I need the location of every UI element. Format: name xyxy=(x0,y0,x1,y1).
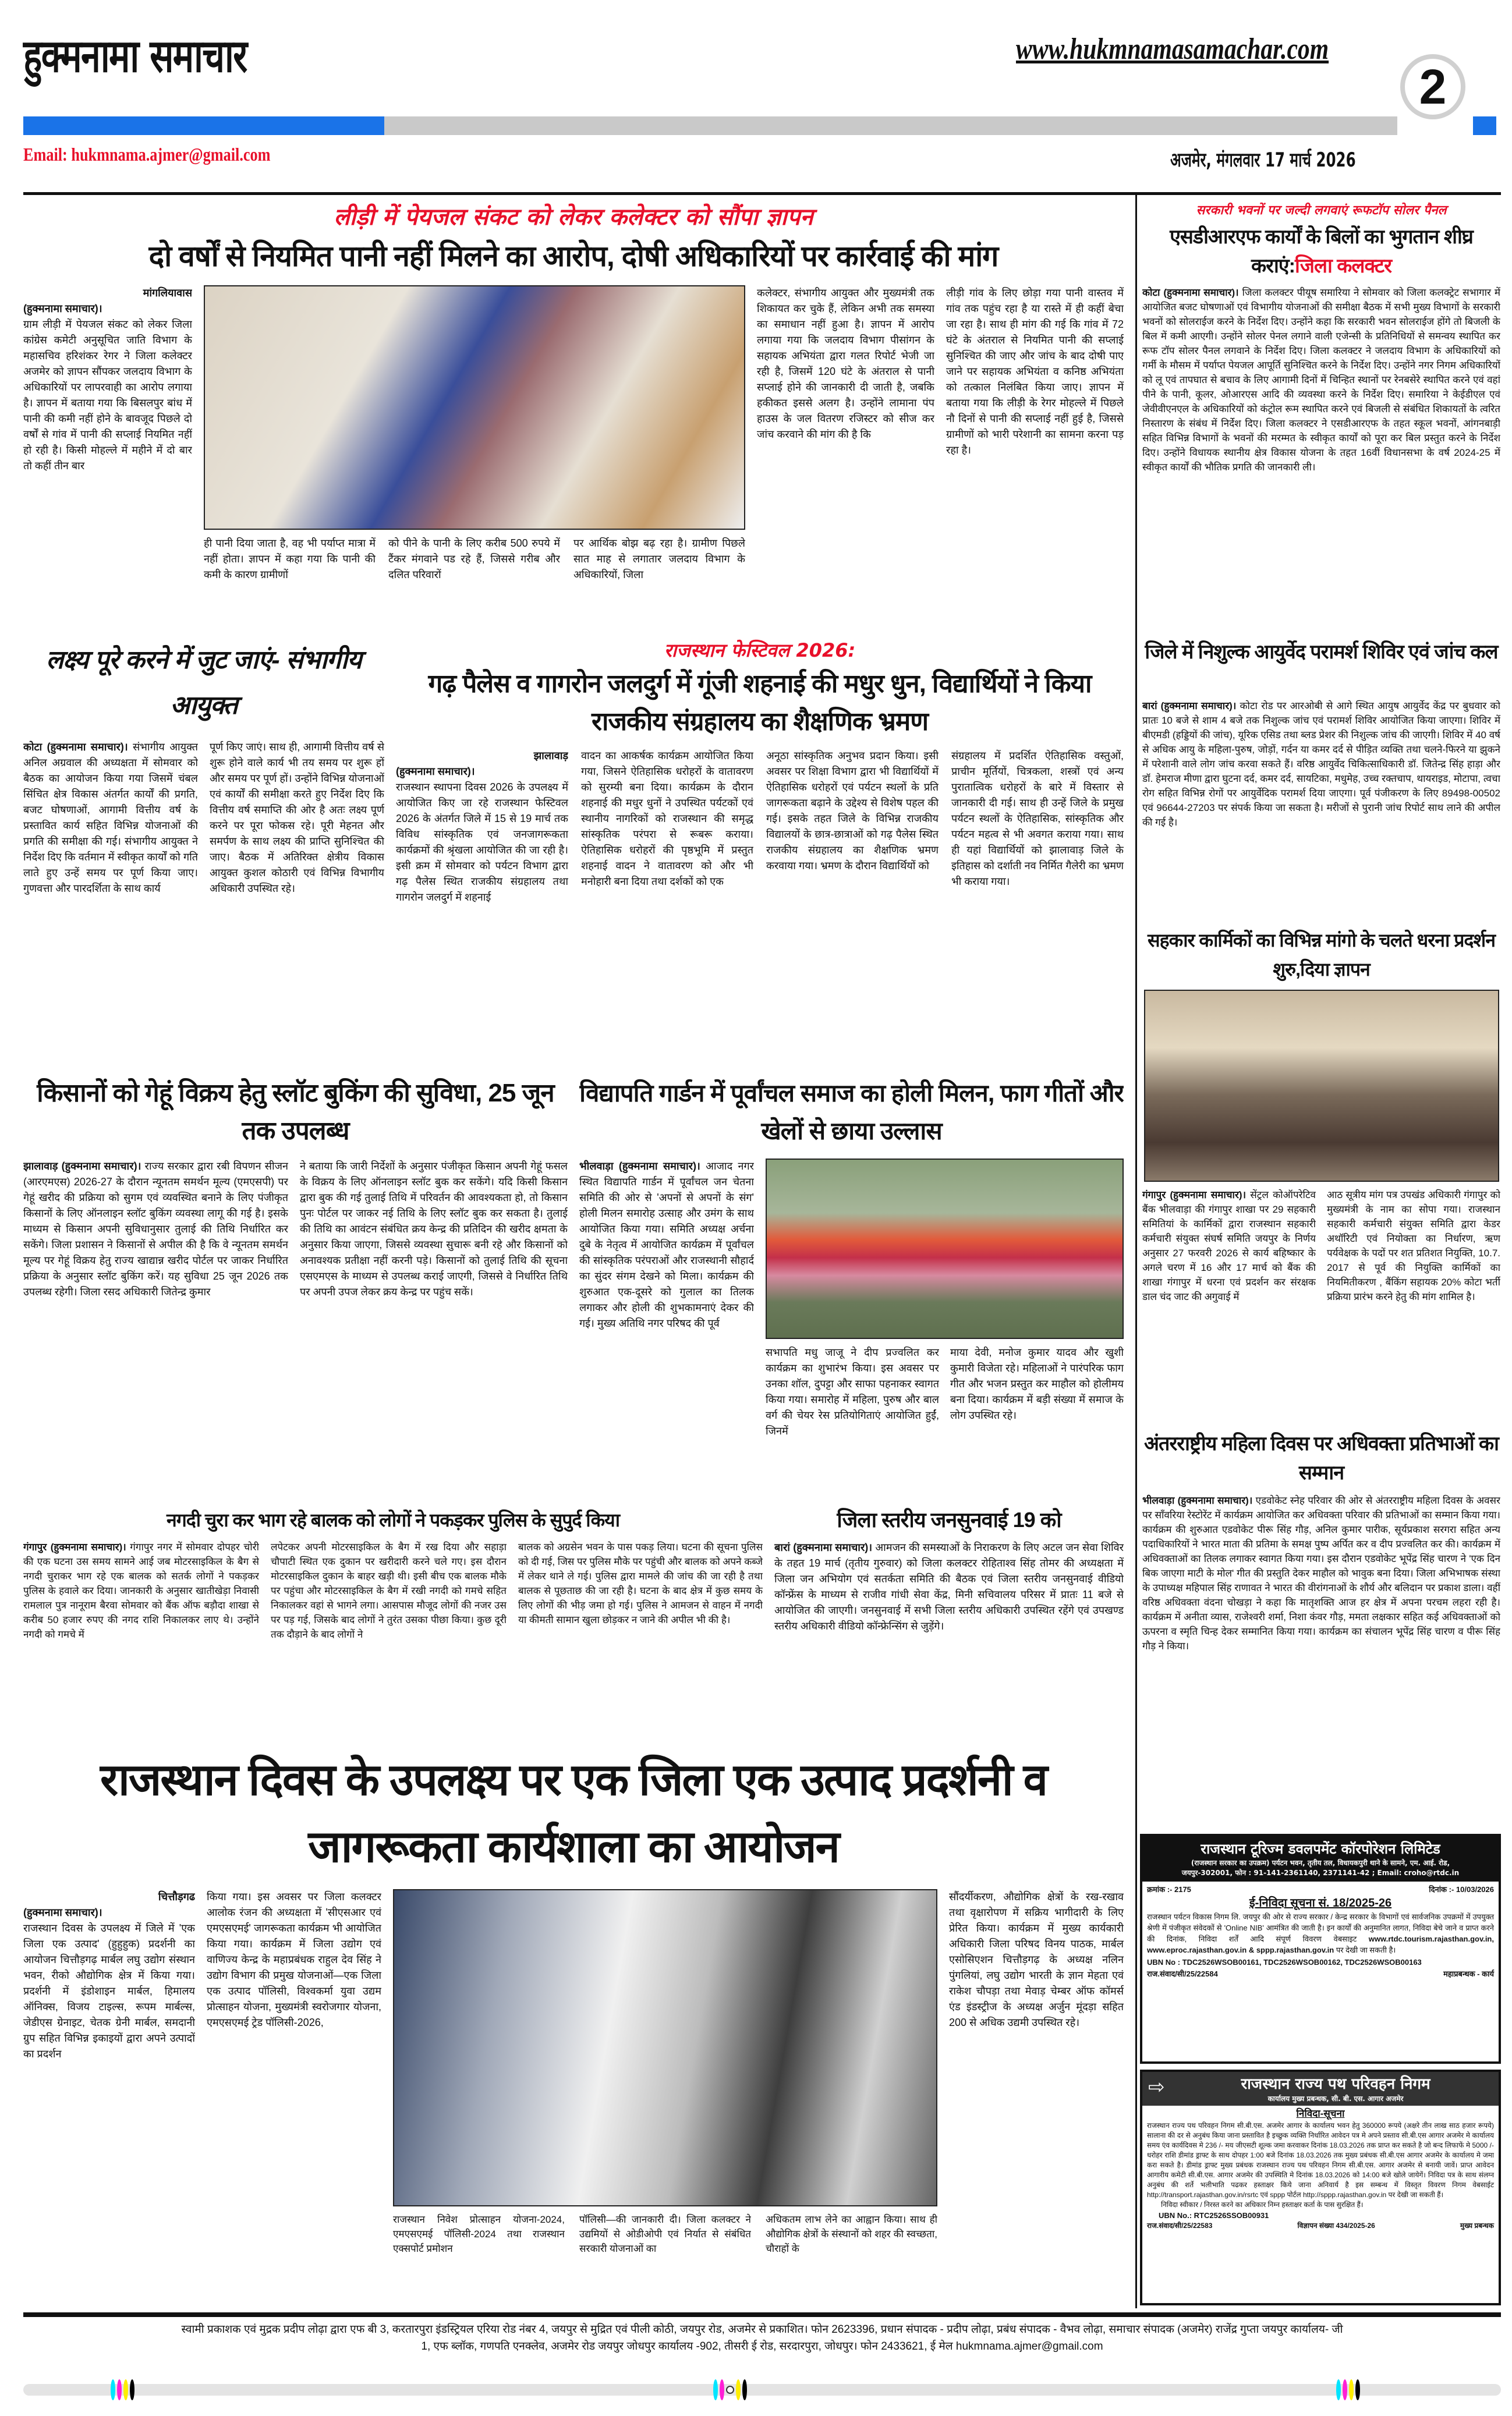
rsrtc-tender-ad xyxy=(1140,2070,1501,2305)
solar-headline-main: एसडीआरएफ कार्यों के बिलों का भुगतान शीघ्र कराएं: xyxy=(1170,226,1473,277)
registration-bar xyxy=(23,2384,1501,2396)
womens-day-story-body xyxy=(1142,1493,1500,1828)
rsrtc-ad-header xyxy=(1142,2072,1499,2106)
theft-story-place: गंगापुर (हुक्मनामा समाचार)। xyxy=(23,1542,126,1553)
sahkar-story-text-1: सेंट्रल कोऑपरेटिव बैंक भीलवाड़ा की गंगापुर शाखा पर 29 सहकारी समितियां के कार्मिकों द्वारा राजस्थान सहकारी कर्मचारी संयुक्त संघर्ष समिति जयपुर के निर्णय अनुसार 27 फरवरी 2026 से कार्य बहिष्कार के अगले चरण में 16 और 17 मार्च को बैंक की शाखा गंगापुर में धरना एवं प्रदर्शन कर संरक्षक डाल चंद जाट की अगुवाई में xyxy=(1142,1189,1316,1302)
rsrtc-ad-notice-title: निविदा-सूचना xyxy=(1296,2108,1345,2119)
cmyk-registration-mark-right xyxy=(1336,2379,1360,2400)
jansunwai-story-place: बारां (हुक्मनामा समाचार)। xyxy=(774,1542,873,1553)
water-story-place: मांगलियावास xyxy=(143,287,192,299)
odop-story-col5: अधिकतम लाभ लेने का आह्वान किया। साथ ही औद्योगिक क्षेत्रों के संस्थानों को शहर की स्वच्छता, चौराहों के xyxy=(766,2214,937,2254)
festival-story-headline: गढ़ पैलेस व गागरोन जलदुर्ग में गूंजी शहनाई की मधुर धुन, विद्यार्थियों ने किया राजकीय संग्रहालय का शैक्षणिक भ्रमण xyxy=(428,669,1092,736)
solar-story-headline xyxy=(1142,222,1500,281)
water-story-col5: कलेक्टर, संभागीय आयुक्त और मुख्यमंत्री तक शिकायत कर चुके हैं, लेकिन अभी तक समस्या का समाधान नहीं हुआ है। ज्ञापन में आरोप लगाया गया कि जलदाय विभाग पीसांगन के सहायक अभियंता द्वारा गलत रिपोर्ट भेजी जा रही है, जिसमें 120 घंटे के अंतराल से पानी सप्लाई होने की जानकारी दी जाती है, जबकि हकीकत इससे अलग है। उन्होंने लामाना पंप हाउस के जल वितरण रजिस्टर को सीज कर जांच करवाने की मांग की है कि xyxy=(757,287,934,440)
festival-story-col2: वादन का आकर्षक कार्यक्रम आयोजित किया गया, जिसने ऐतिहासिक धरोहरों के वातावरण को सुरम्यी बना दिया। कार्यक्रम के दौरान शहनाई की मधुर धुनों ने उपस्थित पर्यटकों एवं स्थानीय नागरिकों को राजस्थान की समृद्ध सांस्कृतिक परंपरा से रूबरू कराया। ऐतिहासिक धरोहरों की पृष्ठभूमि में प्रस्तुत शहनाई वादन ने वातावरण को और भी मनोहारी बना दिया तथा दर्शकों को एक xyxy=(581,750,753,887)
water-story-col1 xyxy=(23,285,192,629)
cmyk-registration-mark-left xyxy=(111,2379,134,2400)
rtdc-ad-kramank: क्रमांक :- 2175 xyxy=(1147,1885,1191,1894)
holi-story-place: भीलवाड़ा (हुक्मनामा समाचार)। xyxy=(579,1160,700,1172)
womens-day-story-text: एडवोकेट स्नेह परिवार की ओर से अंतरराष्ट्रीय महिला दिवस के अवसर पर साँवरिया रेस्टोरेंट में कार्यक्रम आयोजित कर अधिवक्ता परिवार की प्रतिभाओं का सम्मान किया गया। कार्यक्रम की शुरुआत एडवोकेट पीरू सिंह गौड़, अनिल कुमार पारीक, सूर्यप्रकाश सरगरा सहित अन्य पदाधिकारियों ने भारत माता की प्रतिमा के समक्ष पुष्प अर्पित कर व दीप प्रज्वलित कर की। कार्यक्रम में अधिवक्ताओं का तिलक लगाकर स्वागत किया गया। इस दौरान एडवोकेट भूपेंद्र सिंह चारण ने 'एक दिन बिक जाएगा माटी के मोल' गीत की प्रस्तुति देकर माहौल को भावुक बना दिया। जिला अभिभाषक संस्था के उपाध्यक्ष महिपाल सिंह राणावत ने भारत की वीरांगनाओं के शौर्य और बलिदान पर प्रकाश डाला। वहीं वरिष्ठ अधिवक्ता वंदना चोखड़ा ने कहा कि मातृशक्ति आज हर क्षेत्र में अपना परचम लहरा रही है। कार्यक्रम में अनीता व्यास, राजेश्वरी शर्मा, निशा कंवर गौड़, ममता लक्षकार सहित कई अधिवक्ताओं को ऊपरना व स्मृति चिन्ह देकर सम्मानित किया गया। कार्यक्रम का संचालन भूपेंद्र सिंह चारण व पीरू सिंह गौड़ ने किया। xyxy=(1142,1495,1500,1652)
rtdc-ad-dinank: दिनांक :- 10/03/2026 xyxy=(1429,1885,1494,1894)
wheat-story-col2: ने बताया कि जारी निर्देशों के अनुसार पंजीकृत किसान अपनी गेहूं फसल के विक्रय के लिए ऑनलाइन स्लॉट बुक कर सकेंगे। यदि किसी किसान द्वारा बुक की गई तुलाई तिथि में परिवर्तन की आवश्यकता हो, तो किसान पुनः पोर्टल पर जाकर नई तिथि के लिए स्लॉट बुक कर सकता है। तुलाई की तिथि का आवंटन संबंधित क्रय केन्द्र की प्रतिदिन की खरीद क्षमता के अनुसार किया जाएगा, जिससे व्यवस्था सुचारू बनी रहे और किसानों को अनावश्यक प्रतीक्षा नहीं करनी पड़े। किसानों को तुलाई तिथि की सूचना एसएमएस के माध्यम से उपलब्ध कराई जाएगी, जिससे वे निर्धारित तिथि पर अपनी उपज लेकर क्रय केन्द्र पर पहुंच सकें। xyxy=(300,1160,568,1298)
ayurveda-story-place: बारां (हुक्मनामा समाचार)। xyxy=(1142,700,1237,711)
jansunwai-story-body xyxy=(774,1540,1124,1738)
page-number: 2 xyxy=(1400,54,1465,119)
rtdc-tender-ad xyxy=(1140,1834,1501,2064)
festival-story-place: झालावाड़ xyxy=(533,750,568,761)
water-story-col2: ही पानी दिया जाता है, वह भी पर्याप्त मात्रा में नहीं होता। ज्ञापन में कहा गया कि पानी की कमी के कारण ग्रामीणों xyxy=(204,537,376,580)
rsrtc-ad-number: विज्ञापन संख्या 434/2025-26 xyxy=(1297,2222,1375,2230)
targets-story-headline: लक्ष्य पूरे करने में जुट जाएं- संभागीय आयुक्त xyxy=(46,646,362,720)
rtdc-ad-address: (राजस्थान सरकार का उपक्रम) पर्यटन भवन, तृतीय तल, विधायकपुरी थाने के सामने, एम. आई. रोड, xyxy=(1191,1859,1450,1867)
theft-story-text-1: गंगापुर नगर में सोमवार दोपहर चोरी की एक घटना उस समय सामने आई जब मोटरसाइकिल के बैग से नगदी चुराकर भाग रहे एक बालक को सतर्क लोगों ने पकड़कर पुलिस के हवाले कर दिया। जानकारी के अनुसार खातीखेड़ा निवासी रामलाल पुत्र नानूराम बैरवा सोमवार को बैंक ऑफ बड़ौदा शाखा से करीब 50 हजार रुपए की नगद राशि निकालकर लाए थे। उन्होंने नगदी को गमचे में xyxy=(23,1542,259,1640)
water-story-kicker: लीड़ी में पेयजल संकट को लेकर कलेक्टर को सौंपा ज्ञापन xyxy=(334,204,813,231)
rsrtc-ad-ubn: UBN No.: RTC2526SSOB00931 xyxy=(1159,2211,1269,2220)
solar-story-text: जिला कलक्टर पीयूष समारिया ने सोमवार को जिला कलक्ट्रेट सभागार में आयोजित बजट घोषणाओं एवं विभागीय योजनाओं की समीक्षा बैठक में सभी मुख्य विभागों के सरकारी भवनों को सोलराईज करने के निर्देश दिए। उन्होंने कहा कि सरकारी भवन सोलराईज होंगे तो बिजली के बिल में कमी आएगी। उन्होंने सोलर पेनल लगाने वाली एजेन्सी के प्रतिनिधियों से समन्वय स्थापित कर रूफ टॉप सोलर पैनल लगवाने के निर्देश दिए। जिला कलक्टर ने जलदाय विभाग के अधिकारियों को गर्मी के मौसम में पर्याप्त पेयजल आपूर्ति सुनिश्चित करने के निर्देश दिए। उन्होंने नगर निगम अधिकारियों को लू एवं तापघात से बचाव के लिए आगामी दिनों में चिन्हित स्थानों पर रेनबसेरे स्थापित करने एवं वहां पीने के पानी, कूलर, ओआरएस आदि की व्यवस्था करने के निर्देश दिए। समारिया ने केईडीएल एवं जेवीवीएनएल के अधिकारियों को कंट्रोल रूम स्थापित करने एवं बिजली से संबंधित शिकायतों के त्वरित निस्तारण के संबंध में निर्देश दिए। जिला कलक्टर ने एसडीआरएफ के तहत स्कूल भवनों, आंगनबाड़ी सहित विभिन्न विभागों के भवनों की मरम्मत के स्वीकृत कार्यों को पूरा कर बिल प्रस्तुत करने के निर्देश दिए। उन्होंने विधायक स्थानीय क्षेत्र विकास योजना के तहत 16वीं विधानसभा के वर्ष 2024-25 में स्वीकृत कार्यों की भौतिक प्रगति की जानकारी ली। xyxy=(1142,287,1500,473)
footer-rule xyxy=(23,2312,1501,2317)
sahkar-story-col2: आठ सूत्रीय मांग पत्र उपखंड अधिकारी गंगापुर को मुख्यमंत्री के नाम का सोपा गया। राजस्थान सहकारी कर्मचारी संयुक्त समिति द्वारा केडर अथॉरिटी एवं नियोक्ता का निर्धारण, ऋण पर्यवेक्षक के पदों पर शत प्रतिशत नियुक्ति, 10.7. 2017 से पूर्व की नियुक्ति कार्मिकों का नियमितीकरण , बैंकिंग सहायक 20% कोटा भर्ती प्रक्रिया प्रारंभ करने हेतु की मांग शामिल है। xyxy=(1327,1189,1500,1302)
newspaper-title: हुक्मनामा समाचार xyxy=(23,30,247,83)
targets-story-text-1: संभागीय आयुक्त अनिल अग्रवाल की अध्यक्षता में सोमवार को बैठक का आयोजन किया गया जिसमें चंबल सिंचित क्षेत्र विकास अंतर्गत कार्यों की प्रगति, बजट घोषणाओं, आगामी वित्तीय वर्ष के प्रस्तावित कार्य सहित विभिन्न योजनाओं की प्रगति की समीक्षा की गई। संभागीय आयुक्त ने निर्देश दिए कि वर्तमान में स्वीकृत कार्यों को गति लाते हुए उन्हें समय पर पूर्ण किया जाए। गुणवत्ता और पारदर्शिता के साथ कार्य xyxy=(23,741,198,894)
holi-story-col2: सभापति मधु जाजू ने दीप प्रज्वलित कर कार्यक्रम का शुभारंभ किया। इस अवसर पर उनका शॉल, दुपट्टा और साफा पहनाकर स्वागत किया गया। समारोह में महिला, पुरुष और बाल वर्ग की चेयर रेस प्रतियोगिताएं आयोजित हुईं, जिनमें xyxy=(766,1347,939,1437)
odop-story-headline: राजस्थान दिवस के उपलक्ष्य पर एक जिला एक उत्पाद प्रदर्शनी व जागरूकता कार्यशाला का आयोजन xyxy=(100,1755,1047,1872)
imprint-line-2: 1, एफ ब्लॉक, गणपति एनक्लेव, अजमेर रोड जयपुर जोधपुर कार्यालय -902, तीसरी ई रोड, सरदारपुरा, जोधपुर। फोन 2433621, ई मेल hukmnama.ajmer@gmail.com xyxy=(421,2340,1103,2353)
odop-story-col2: किया गया। इस अवसर पर जिला कलक्टर आलोक रंजन की अध्यक्षता में 'सीएसआर एवं एमएसएमई' जागरूकता कार्यक्रम भी आयोजित किया गया। कार्यक्रम में जिला उद्योग एवं वाणिज्य केन्द्र के महाप्रबंधक राहुल देव सिंह ने उद्योग विभाग की प्रमुख योजनाओं—एक जिला एक उत्पाद पॉलिसी, विश्वकर्मा युवा उद्यम प्रोत्साहन योजना, मुख्यमंत्री स्वरोजगार योजना, एमएसएमई ट्रेड पॉलिसी-2026, xyxy=(207,1891,381,2028)
rtdc-ad-body: राजस्थान पर्यटन विकास निगम लि. जयपुर की ओर से राज्य सरकार / केन्द्र सरकार के विभागों एवं सार्वजनिक उपक्रमों में उपयुक्त श्रेणी में पंजीकृत संवेदकों से 'Online NIB' आमंत्रित की जाती है। इन कार्यों की अनुमानित लागत, निविदा बेचे जाने व प्राप्त करने की दिनांक, निविदा शर्तें आदि संपूर्ण विवरण वेबसाइट xyxy=(1147,1912,1494,1943)
wheat-story-headline: किसानों को गेहूं विक्रय हेतु स्लॉट बुकिंग की सुविधा, 25 जून तक उपलब्ध xyxy=(37,1079,554,1145)
water-story-photo xyxy=(204,285,745,530)
arrow-logo-icon: ⇨ xyxy=(1148,2075,1165,2099)
festival-story-col1 xyxy=(396,748,568,1065)
womens-day-story-headline: अंतरराष्ट्रीय महिला दिवस पर अधिवक्ता प्रतिभाओं का सम्मान xyxy=(1144,1433,1499,1484)
water-story-source: (हुक्मनामा समाचार)। xyxy=(23,303,102,314)
solar-story-body xyxy=(1142,285,1500,632)
rtdc-ad-title: राजस्थान टूरिज्म डवलपमेंट कॉरपोरेशन लिमिटेड xyxy=(1201,1841,1440,1857)
sahkar-story-place: गंगापुर (हुक्मनामा समाचार)। xyxy=(1142,1189,1247,1200)
edition-dateline: अजमेर, मंगलवार 17 मार्च 2026 xyxy=(1170,148,1356,172)
water-story-col4: पर आर्थिक बोझ बढ़ रहा है। ग्रामीण पिछले सात माह से लगातार जलदाय विभाग के अधिकारियों, जिला xyxy=(573,537,745,580)
solar-story-kicker: सरकारी भवनों पर जल्दी लगवाएं रूफटॉप सोलर पैनल xyxy=(1196,203,1447,218)
odop-story-col6: सौंदर्यीकरण, औद्योगिक क्षेत्रों के रख-रखाव तथा वृक्षारोपण में सक्रिय भागीदारी के लिए प्रेरित किया। कार्यक्रम में मुख्य कार्यकारी अधिकारी जिला परिषद विनय पाठक, मार्बल एसोसिएशन चित्तौड़गढ़ के अध्यक्ष नलिन पुंगलियां, लघु उद्योग भारती के ज्ञान मेहता एवं राकेश चौपड़ा तथा मेवाड़ चेम्बर ऑफ कॉमर्स एंड इंडस्ट्रीज के अध्यक्ष अर्जुन मूंदड़ा सहित 200 से अधिक उद्यमी उपस्थित रहे। xyxy=(949,1891,1124,2028)
holi-story-col3: माया देवी, मनोज कुमार यादव और खुशी कुमारी विजेता रहे। महिलाओं ने पारंपरिक फाग गीत और भजन प्रस्तुत कर माहौल को होलीमय बना दिया। कार्यक्रम में बड़ी संख्या में समाज के लोग उपस्थित रहे। xyxy=(950,1347,1124,1421)
rtdc-ad-body-end: पर देखी जा सकती है। xyxy=(1336,1946,1396,1954)
theft-story-col1 xyxy=(23,1540,259,1738)
sahkar-story-col1 xyxy=(1142,1188,1316,1420)
festival-story-source: (हुक्मनामा समाचार)। xyxy=(396,766,475,777)
odop-story-place: चित्तौड़गढ xyxy=(158,1891,195,1903)
festival-story-col3: अनूठा सांस्कृतिक अनुभव प्रदान किया। इसी अवसर पर शिक्षा विभाग द्वारा भी विद्यार्थियों में ऐतिहासिक धरोहरों एवं पर्यटन स्थलों के प्रति जागरूकता बढ़ाने के उद्देश्य से विशेष पहल की गई। इसके तहत जिले के विभिन्न राजकीय विद्यालयों के छात्र-छात्राओं को गढ़ पैलेस स्थित राजकीय संग्रहालय का शैक्षणिक भ्रमण करवाया गया। भ्रमण के दौरान विद्यार्थियों को xyxy=(766,750,939,872)
website-link[interactable]: www.hukmnamasamachar.com xyxy=(1016,33,1329,66)
imprint xyxy=(23,2322,1501,2374)
targets-story-place: कोटा (हुक्मनामा समाचार)। xyxy=(23,741,128,753)
imprint-line-1: स्वामी प्रकाशक एवं मुद्रक प्रदीप लोढ़ा द्वारा एफ बी 3, करतारपुरा इंडस्ट्रियल एरिया रोड नंबर 4, जयपुर से मुद्रित एवं पीली कोठी, जयपुर रोड, अजमेर से प्रकाशित। फोन 2623396, प्रधान संपादक - प्रदीप लोढ़ा, प्रबंध संपादक - वैभव लोढ़ा, समाचार संपादक (अजमेर) राजेंद्र गुप्ता जयपुर कार्यालय- जी xyxy=(181,2323,1343,2336)
rsrtc-ad-ref: राज.संवाद/सी/25/22583 xyxy=(1147,2222,1213,2230)
rtdc-ad-ref: राज.संवाद/सी/25/22584 xyxy=(1147,1969,1218,1978)
header-bar-gray xyxy=(384,116,1397,135)
targets-story-col2: पूर्ण किए जाएं। साथ ही, आगामी वित्तीय वर्ष से शुरू होने वाले कार्य भी तय समय पर शुरू हों और समय पर पूर्ण हों। उन्होंने विभिन्न योजनाओं एवं कार्यों की समीक्षा करते हुए निर्देश दिए कि वित्तीय वर्ष समाप्ति की ओर है अतः लक्ष्य पूर्ण करने पर पूरा फोकस रहे। पूरी मेहनत और समर्पण के साथ लक्ष्य की प्राप्ति सुनिश्चित की जाए। बैठक में अतिरिक्त क्षेत्रीय विकास आयुक्त कुशल कोठारी एवं विभिन्न विभागीय अधिकारी उपस्थित रहे। xyxy=(210,741,384,894)
festival-story-kicker: राजस्थान फेस्टिवल 2026: xyxy=(664,639,856,661)
holi-story-headline: विद्यापति गार्डन में पूर्वांचल समाज का होली मिलन, फाग गीतों और खेलों से छाया उल्लास xyxy=(579,1079,1124,1145)
odop-story-col3: राजस्थान निवेश प्रोत्साहन योजना-2024, एमएसएमई पॉलिसी-2024 तथा राजस्थान एक्सपोर्ट प्रमोशन xyxy=(393,2214,565,2254)
jansunwai-story-headline: जिला स्तरीय जनसुनवाई 19 को xyxy=(837,1508,1061,1532)
wheat-story-col1 xyxy=(23,1159,288,1496)
odop-story-source: (हुक्मनामा समाचार)। xyxy=(23,1907,102,1918)
sahkar-story-photo xyxy=(1144,990,1499,1182)
wheat-story-text-1: राज्य सरकार द्वारा रबी विपणन सीजन (आरएमएस) 2026-27 के दौरान न्यूनतम समर्थन मूल्य (एमएसपी) पर गेहूं खरीद की प्रक्रिया को सुगम एवं व्यवस्थित बनाने के लिए पंजीकृत किसानों के लिए ऑनलाइन स्लॉट बुकिंग व्यवस्था लागू की गई है। इसके माध्यम से किसान अपनी सुविधानुसार तुलाई की तिथि निर्धारित कर सकेंगे। जिला प्रशासन ने किसानों से अपील की है कि वे न्यूनतम समर्थन मूल्य पर गेहूं विक्रय हेतु राज्य खाद्यान्न खरीद पोर्टल पर जाकर निर्धारित प्रक्रिया के अनुसार स्लॉट बुकिंग करें। यह सुविधा 25 जून 2026 तक उपलब्ध रहेगी। जिला रसद अधिकारी जितेन्द्र कुमार xyxy=(23,1160,288,1298)
holi-story-col1 xyxy=(579,1159,754,1496)
crosshair-icon xyxy=(726,2386,734,2394)
ayurveda-story-text: कोटा रोड पर आरओबी से आगे स्थित आयुष आयुर्वेद केंद्र पर बुधवार को प्रातः 10 बजे से शाम 4 बजे तक निशुल्क जांच एवं परामर्श शिविर आयोजित किया जाएगा। शिविर में बीएमडी (हड्डियों की जांच), यूरिक एसिड तथा ब्लड प्रेशर की निशुल्क जांच की जाएगी। शिविर में 40 वर्ष से अधिक आयु के महिला-पुरुष, जोड़ों, गर्दन या कमर दर्द से पीड़ित व्यक्ति तथा चलने-फिरने या झुकने में परेशानी वाले लोग जांच करवा सकते हैं। वरिष्ठ आयुर्वेद चिकित्साधिकारी डॉ. जितेन्द्र सिंह हाड़ा और डॉ. हेमराज मीणा द्वारा घुटना दर्द, कमर दर्द, सायटिका, मधुमेह, उच्च रक्तचाप, थायराइड, मोटापा, त्वचा रोग सहित विभिन्न रोगों पर आयुर्वेदिक परामर्श दिया जाएगा। पूर्व पंजीकरण के लिए 89498-00502 एवं 96644-27203 पर संपर्क किया जा सकता है। मरीजों से पुरानी जांच रिपोर्ट साथ लाने की अपील की गई है। xyxy=(1142,700,1500,828)
theft-story-headline: नगदी चुरा कर भाग रहे बालक को लोगों ने पकड़कर पुलिस के सुपुर्द किया xyxy=(166,1510,620,1531)
sahkar-story-headline: सहकार कार्मिकों का विभिन्न मांगो के चलते धरना प्रदर्शन शुरु,दिया ज्ञापन xyxy=(1148,930,1495,980)
holi-story-photo xyxy=(766,1159,1124,1339)
rsrtc-ad-signatory: मुख्य प्रबन्धक xyxy=(1460,2222,1494,2230)
header-bar-blue xyxy=(23,116,384,135)
theft-story-col3: बालक को अग्रसेन भवन के पास पकड़ लिया। घटना की सूचना पुलिस को दी गई, जिस पर पुलिस मौके पर पहुंची और बालक को अपने कब्जे में लेकर थाने ले गई। पुलिस द्वारा मामले की जांच की जा रही है तथा बालक से पूछताछ की जा रही है। घटना के बाद क्षेत्र में कुछ समय के लिए लोगों की भीड़ जमा हो गई। पुलिस ने आमजन से वाहन में नगदी या कीमती सामान खुला छोड़कर न जाने की अपील भी की है। xyxy=(518,1542,763,1625)
water-story-text-1: ग्राम लीड़ी में पेयजल संकट को लेकर जिला कांग्रेस कमेटी अनुसूचित जाति विभाग के महासचिव हरिशंकर रेगर ने जिला कलेक्टर अजमेर को ज्ञापन सौंपकर जलदाय विभाग के अधिकारियों पर लापरवाही का आरोप लगाया है। ज्ञापन में बताया गया कि बिसलपुर बांध में पानी की कमी नहीं होने के बावजूद पिछले दो वर्षों से गांव में पानी की सप्लाई नियमित नहीं हो रही है। किसी मोहल्ले में महीने में दो बार तो कहीं तीन बार xyxy=(23,318,192,472)
water-story-col6: लीड़ी गांव के लिए छोड़ा गया पानी वास्तव में गांव तक पहुंच रहा है या रास्ते में ही कहीं बेचा जा रहा है। साथ ही मांग की गई कि गांव में 72 घंटे के अंतराल से नियमित पानी की सप्लाई सुनिश्चित की जाए और जांच के बाद दोषी पाए जाने पर सहायक अभियंता व कनिष्ठ अभियंता को तत्काल निलंबित किया जाए। ज्ञापन में बताया गया कि लीड़ी के रेगर मोहल्ले में पिछले नौ दिनों से पानी की सप्लाई नहीं हुई है, जिससे ग्रामीणों को भारी परेशानी का सामना करना पड़ रहा है। xyxy=(946,287,1124,456)
rtdc-ad-contact: जयपुर-302001, फोन : 91-141-2361140, 2371141-42 ; Email: croho@rtdc.in xyxy=(1181,1869,1460,1877)
odop-story-col1 xyxy=(23,1889,195,2305)
rtdc-ad-websites[interactable]: www.rtdc.tourism.rajasthan.gov.in, www.eproc.rajasthan.gov.in & sppp.rajasthan.gov.in xyxy=(1147,1935,1494,1954)
water-story-col3: को पीने के पानी के लिए करीब 500 रुपये में टैंकर मंगवाने पड रहे हैं, जिससे गरीब और दलित परिवारों xyxy=(388,537,560,580)
rsrtc-ad-rights: निविदा स्वीकार / निरस्त करने का अधिकार निम्न हस्ताक्षर कर्ता के पास सुरक्षित हैं। xyxy=(1161,2201,1364,2209)
rsrtc-ad-title: राजस्थान राज्य पथ परिवहन निगम xyxy=(1241,2075,1430,2093)
jansunwai-story-text: आमजन की समस्याओं के निराकरण के लिए अटल जन सेवा शिविर के तहत 19 मार्च (तृतीय गुरुवार) को जिला कलक्टर रोहिताश्व सिंह तोमर की अध्यक्षता में जिला जन अभियोग एवं सतर्कता समिति की बैठक एवं जिला स्तरीय जनसुनवाई वीडियो कॉन्फ्रेंस के माध्यम से राजीव गांधी सेवा केंद्र, मिनी सचिवालय परिसर में प्रातः 11 बजे से आयोजित की जाएगी। जनसुनवाई में सभी जिला स्तरीय अधिकारी उपस्थित रहेंगे एवं उपखण्ड स्तरीय अधिकारी वीडियो कॉन्फ्रेन्सिंग से जुड़ेंगे। xyxy=(774,1542,1124,1632)
rtdc-ad-notice-title: ई-निविदा सूचना सं. 18/2025-26 xyxy=(1249,1897,1392,1910)
solar-headline-red: जिला कलक्टर xyxy=(1294,255,1392,277)
holi-story-text-1: आजाद नगर स्थित विद्यापति गार्डन में पूर्वांचल जन चेतना समिति की ओर से 'अपनों से अपनों के संग' होली मिलन समारोह उत्साह और उमंग के साथ आयोजित किया गया। समिति अध्यक्ष अर्चना दुबे के नेतृत्व में आयोजित कार्यक्रम में पूर्वांचल की सांस्कृतिक परंपराओं और राजस्थानी सौहार्द का सुंदर संगम देखने को मिला। कार्यक्रम की शुरुआत एक-दूसरे को गुलाल का तिलक लगाकर और होली की शुभकामनाएं देकर की गई। मुख्य अतिथि नगर परिषद की पूर्व xyxy=(579,1160,754,1329)
rsrtc-ad-subtitle: कार्यालय मुख्य प्रबन्धक, सी. बी. एस. आगार अजमेर xyxy=(1267,2095,1404,2103)
targets-story-col1 xyxy=(23,739,198,1065)
ayurveda-story-body xyxy=(1142,699,1500,920)
odop-story-col4: पॉलिसी—की जानकारी दी। जिला कलक्टर ने उद्यमियों से ओडीओपी एवं निर्यात से संबंधित सरकारी योजनाओं का xyxy=(579,2214,751,2254)
festival-story-text-1: राजस्थान स्थापना दिवस 2026 के उपलक्ष्य में आयोजित किए जा रहे राजस्थान फेस्टिवल 2026 के अंतर्गत जिले में 15 से 19 मार्च तक विविध सांस्कृतिक एवं जनजागरूकता कार्यक्रमों की श्रृंखला आयोजित की जा रही है। इसी क्रम में सोमवार को पर्यटन विभाग द्वारा गढ़ पैलेस स्थित राजकीय संग्रहालय तथा गागरोन जलदुर्ग में शहनाई xyxy=(396,781,568,903)
water-story-headline: दो वर्षों से नियमित पानी नहीं मिलने का आरोप, दोषी अधिकारियों पर कार्रवाई की मांग xyxy=(148,240,998,272)
header-rule xyxy=(23,192,1501,195)
ayurveda-story-headline: जिले में निशुल्क आयुर्वेद परामर्श शिविर एवं जांच कल xyxy=(1145,641,1498,663)
rsrtc-ad-body: राजस्थान राज्य पथ परिवहन निगम सी.बी.एस. अजमेर आगार के कार्यालय भवन हेतु 360000 रूपये (अक्षरे तीन लाख साठ हजार रूपये) सालाना की दर से अनुबंध किया जाना प्रस्तावित है इच्छुक व्यक्ति निर्धारित आवेदन पत्र मे अपने प्रस्ताव सी.बी.एस आगार अजमेर मे कार्यालय समय एंव कार्यदिवस मे 236 /- मय जीएसटी शूल्क जमा करवाकर दिनांक 18.03.2026 तक प्राप्त कर सकते है जो बन्द लिफाफें मे 5000 /- धरोहर राशि डीमांड ड्राफ्ट के साथ दोपहर 1:00 बजे दिनांक 18.03.2026 तक मुख्य प्रबंधक सी.बी.एस आगार अजमेर के कार्यालय मे जमा करा सकते है। डीमांड ड्राफ्ट मुख्य प्रबंधक राजस्थान राज्य पथ परिवहन निगम सी.बी.एस. आगार अजमेर से बनायी जावें। प्राप्त आवेदन आगारीय कमेटी सी.बी.एस. आगार अजमेर की उपस्थिति मे दिनांक 18.03.2026 को 14:00 बजे खोले जायेगें। निविदा पत्र के साथ संलग्न अनुबंध की शर्ते भलीभाति पढकर हस्ताक्षर किये जाना अनिवार्य है इस सम्बन्ध में विस्तृत विवरण निगम वेबसाईट http://transport.rajasthan.gov.in/rsrtc एवं sppp पोर्टल http://sppp.rajasthan.gov.in पर देखी जा सकती हैं। xyxy=(1147,2121,1494,2199)
column-divider xyxy=(1135,195,1137,2308)
header-email[interactable]: Email: hukmnama.ajmer@gmail.com xyxy=(23,144,271,165)
odop-story-text-1: राजस्थान दिवस के उपलक्ष्य में जिले में 'एक जिला एक उत्पाद' (हुहुहुक) प्रदर्शनी का आयोजन चित्तौड़गढ़ मार्बल लघु उद्योग संस्थान भवन, रीको औद्योगिक क्षेत्र में किया गया। प्रदर्शनी में इंडोशाइन मार्बल, हिमालय ऑनिक्स, विजय टाइल्स, रूपम मार्बल्स, जेडीएस ग्रेनाइट, चेतक ग्रेनी मार्बल, समदानी ग्रुप सहित विभिन्न इकाइयों द्वारा अपने उत्पादों का प्रदर्शन xyxy=(23,1922,195,2060)
rtdc-ad-header xyxy=(1142,1836,1499,1882)
rtdc-ad-signatory: महाप्रबन्धक - कार्य xyxy=(1443,1969,1494,1978)
odop-story-photo xyxy=(393,1889,937,2206)
womens-day-story-place: भीलवाड़ा (हुक्मनामा समाचार)। xyxy=(1142,1495,1253,1506)
festival-story-col4: संग्रहालय में प्रदर्शित ऐतिहासिक वस्तुओं, प्राचीन मूर्तियों, चित्रकला, शस्त्रों एवं अन्य पुरातात्विक धरोहरों के बारे में विस्तार से जानकारी दी गई। साथ ही उन्हें जिले के प्रमुख पर्यटन स्थलों के ऐतिहासिक, सांस्कृतिक और पर्यटन महत्व से भी अवगत कराया गया। साथ ही यहां विद्यार्थियों को झालावाड़ जिले के इतिहास को दर्शाती नव निर्मित गैलेरी का भ्रमण भी कराया गया। xyxy=(951,750,1124,887)
theft-story-col2: लपेटकर अपनी मोटरसाइकिल के बैग में रख दिया और सहाड़ा चौपाटी स्थित एक दुकान पर खरीदारी करने चले गए। इस दौरान मोटरसाइकिल दुकान के बाहर खड़ी थी। इसी बीच एक बालक मौके पर पहुंचा और मोटरसाइकिल के बैग में रखी नगदी को गमचे सहित निकालकर वहां से भागने लगा। आसपास मौजूद लोगों की नजर उस पर पड़ गई, जिसके बाद लोगों ने तुरंत उसका पीछा किया। कुछ दूरी तक दौड़ाने के बाद लोगों ने xyxy=(271,1542,507,1640)
cmyk-registration-mark-center xyxy=(713,2379,747,2400)
rtdc-ad-ubn: UBN No : TDC2526WSOB00161, TDC2526WSOB00162, TDC2526WSOB00163 xyxy=(1147,1958,1422,1967)
solar-story-place: कोटा (हुक्मनामा समाचार)। xyxy=(1142,287,1239,298)
wheat-story-place: झालावाड़ (हुक्मनामा समाचार)। xyxy=(23,1160,141,1172)
header-bar-blue-end xyxy=(1473,116,1496,135)
